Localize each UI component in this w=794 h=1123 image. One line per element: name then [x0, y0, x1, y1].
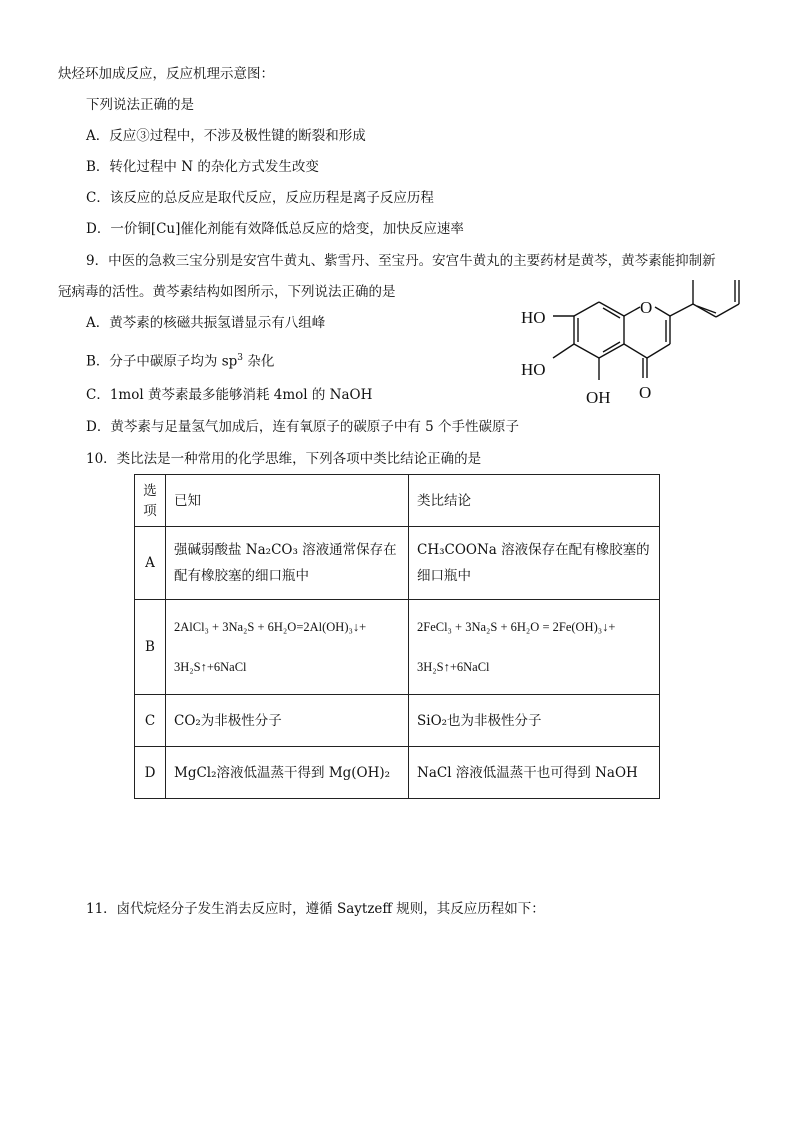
structure-ho-top: HO: [521, 308, 546, 327]
q9-option-a: A．黄芩素的核磁共振氢谱显示有八组峰: [86, 315, 326, 331]
row-b-known: 2AlCl₃ + 3Na₂S + 6H₂O=2Al(OH)₃↓+ 3H₂S↑+6NaCl: [166, 600, 409, 695]
q8-option-a: A．反应③过程中，不涉及极性键的断裂和形成: [86, 128, 366, 144]
q9-option-d: D．黄芩素与足量氢气加成后，连有氧原子的碳原子中有 5 个手性碳原子: [86, 419, 519, 435]
q9-stem-line1: 9．中医的急救三宝分别是安宫牛黄丸、紫雪丹、至宝丹。安宫牛黄丸的主要药材是黄芩，黄芩素能抑制新: [86, 253, 716, 269]
q10-stem: 10．类比法是一种常用的化学思维，下列各项中类比结论正确的是: [86, 451, 482, 467]
table-row: [135, 695, 660, 747]
q8-option-b: B．转化过程中 N 的杂化方式发生改变: [86, 159, 319, 175]
structure-ring-oxygen: O: [640, 298, 653, 317]
q9-option-b-pre: B．分子中碳原子均为 sp: [86, 353, 238, 370]
q9-stem-line2: 冠病毒的活性。黄芩素结构如图所示，下列说法正确的是: [58, 284, 396, 300]
row-c-conclusion: SiO₂也为非极性分子: [409, 695, 660, 747]
analogy-table: [134, 474, 660, 799]
row-d-conclusion: NaCl 溶液低温蒸干也可得到 NaOH: [409, 747, 660, 799]
q8-option-c: C．该反应的总反应是取代反应，反应历程是离子反应历程: [86, 190, 434, 206]
row-a-known: 强碱弱酸盐 Na₂CO₃ 溶液通常保存在配有橡胶塞的细口瓶中: [166, 527, 409, 600]
q9-option-c: C．1mol 黄芩素最多能够消耗 4mol 的 NaOH: [86, 387, 373, 403]
intro-text: 炔烃环加成反应，反应机理示意图：: [58, 66, 274, 82]
row-c-label: C: [135, 695, 166, 747]
table-header-row: [135, 475, 660, 527]
header-conclusion: 类比结论: [409, 475, 660, 527]
baicalein-structure: [515, 280, 750, 410]
table-row: [135, 527, 660, 600]
structure-ho-middle: HO: [521, 360, 546, 379]
header-option: 选项: [135, 475, 166, 527]
row-b-label: B: [135, 600, 166, 695]
q11-stem: 11．卤代烷烃分子发生消去反应时，遵循 Saytzeff 规则，其反应历程如下：: [86, 901, 545, 917]
structure-carbonyl-oxygen: O: [639, 383, 652, 402]
row-a-conclusion: CH₃COONa 溶液保存在配有橡胶塞的细口瓶中: [409, 527, 660, 600]
structure-oh-bottom: OH: [586, 388, 611, 407]
q8-stem: 下列说法正确的是: [86, 97, 194, 113]
q9-option-b: [86, 348, 274, 372]
row-c-known: CO₂为非极性分子: [166, 695, 409, 747]
q9-option-b-sup: 3: [237, 353, 244, 363]
row-d-known: MgCl₂溶液低温蒸干得到 Mg(OH)₂: [166, 747, 409, 799]
row-b-conclusion: 2FeCl₃ + 3Na₂S + 6H₂O = 2Fe(OH)₃↓+ 3H₂S↑+6NaCl: [409, 600, 660, 695]
table-row: [135, 747, 660, 799]
q9-option-b-post: 杂化: [243, 353, 275, 370]
q8-option-d: D．一价铜[Cu]催化剂能有效降低总反应的焓变，加快反应速率: [86, 221, 464, 237]
row-d-label: D: [135, 747, 166, 799]
header-known: 已知: [166, 475, 409, 527]
table-row: [135, 600, 660, 695]
row-a-label: A: [135, 527, 166, 600]
